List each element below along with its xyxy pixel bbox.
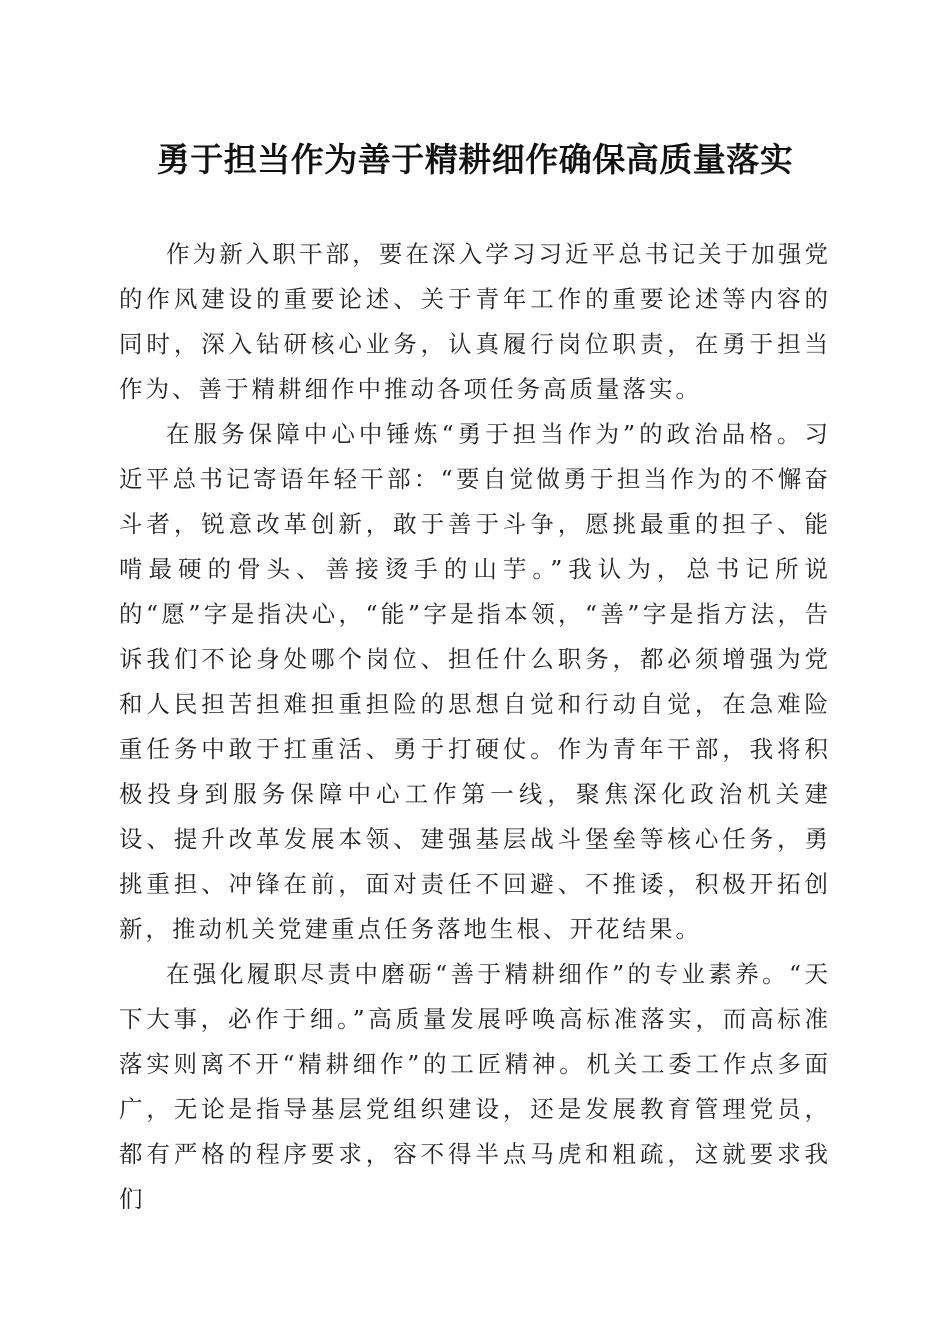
paragraph-craftsmanship: 在强化履职尽责中磨砺“善于精耕细作”的专业素养。“天下大事，必作于细。”高质量发展呼唤高标准落实，而高标准落实则离不开“精耕细作”的工匠精神。机关工委工作点多面广，无论是指导基层党组织建设，还是发展教育管理党员，都有严格的程序要求，容不得半点马虎和粗疏，这就要求我们 — [119, 960, 831, 1213]
document-body — [119, 232, 831, 1222]
paragraph-responsibility: 在服务保障中心中锤炼“勇于担当作为”的政治品格。习近平总书记寄语年轻干部：“要自觉做勇于担当作为的不懈奋斗者，锐意改革创新，敢于善于斗争，愿挑最重的担子、能啃最硬的骨头、善接烫手的山芋。”我认为，总书记所说的“愿”字是指决心，“能”字是指本领，“善”字是指方法，告诉我们不论身处哪个岗位、担任什么职务，都必须增强为党和人民担苦担难担重担险的思想自觉和行动自觉，在急难险重任务中敢于扛重活、勇于打硬仗。作为青年干部，我将积极投身到服务保障中心工作第一线，聚焦深化政治机关建设、提升改革发展本领、建强基层战斗堡垒等核心任务，勇挑重担、冲锋在前，面对责任不回避、不推诿，积极开拓创新，推动机关党建重点任务落地生根、开花结果。 — [119, 420, 831, 943]
paragraph-intro: 作为新入职干部，要在深入学习习近平总书记关于加强党的作风建设的重要论述、关于青年工作的重要论述等内容的同时，深入钻研核心业务，认真履行岗位职责，在勇于担当作为、善于精耕细作中推动各项任务高质量落实。 — [119, 240, 831, 403]
document-title: 勇于担当作为善于精耕细作确保高质量落实 — [156, 140, 794, 179]
